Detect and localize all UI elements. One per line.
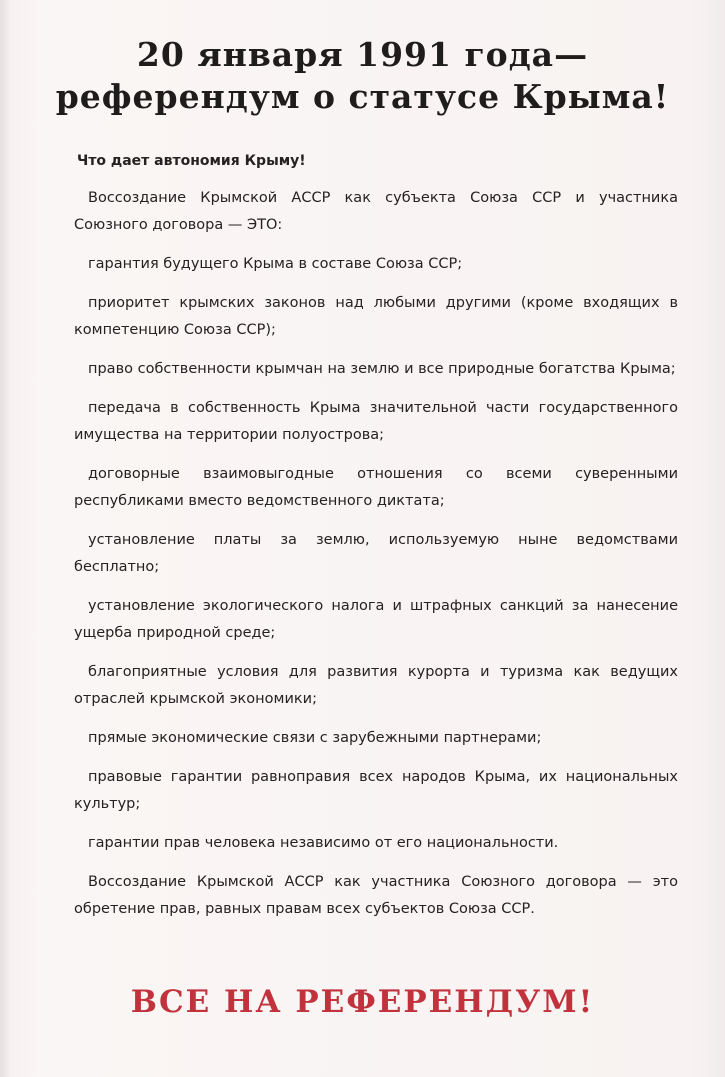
- section-heading: Что дает автономия Крыму!: [77, 153, 306, 169]
- title-date-line: 20 января 1991 года—: [136, 35, 589, 74]
- benefit-item: гарантия будущего Крыма в составе Союза ССР;: [88, 256, 463, 272]
- benefit-item: правовые гарантии равноправия всех народов Крыма, их национальных культур;: [74, 769, 678, 812]
- intro-paragraph: Воссоздание Крымской АССР как субъекта Союза ССР и участника Союзного договора — ЭТО:: [74, 190, 678, 233]
- benefit-item: право собственности крымчан на землю и все природные богатства Крыма;: [88, 361, 676, 377]
- benefit-item: передача в собственность Крыма значительной части государственного имущества на территории полуострова;: [74, 400, 678, 443]
- call-to-action: ВСЕ НА РЕФЕРЕНДУМ!: [130, 984, 595, 1020]
- leaflet-body: [74, 148, 678, 935]
- benefit-item: установление платы за землю, используемую ныне ведомствами бесплатно;: [74, 532, 678, 575]
- page-edge-shadow: [0, 0, 10, 1077]
- benefit-item: установление экологического налога и штрафных санкций за нанесение ущерба природной среде;: [74, 598, 678, 641]
- title-referendum-line: референдум о статусе Крыма!: [55, 77, 670, 116]
- benefit-item: гарантии прав человека независимо от его национальности.: [88, 835, 559, 851]
- benefit-item: благоприятные условия для развития курорта и туризма как ведущих отраслей крымской экономики;: [74, 664, 678, 707]
- benefit-item: приоритет крымских законов над любыми другими (кроме входящих в компетенцию Союза ССР);: [74, 295, 678, 338]
- conclusion-paragraph: Воссоздание Крымской АССР как участника Союзного договора — это обретение прав, равных правам всех субъектов Союза ССР.: [74, 874, 678, 917]
- benefit-item: договорные взаимовыгодные отношения со всеми суверенными республиками вместо ведомственного диктата;: [74, 466, 678, 509]
- benefit-item: прямые экономические связи с зарубежными партнерами;: [88, 730, 542, 746]
